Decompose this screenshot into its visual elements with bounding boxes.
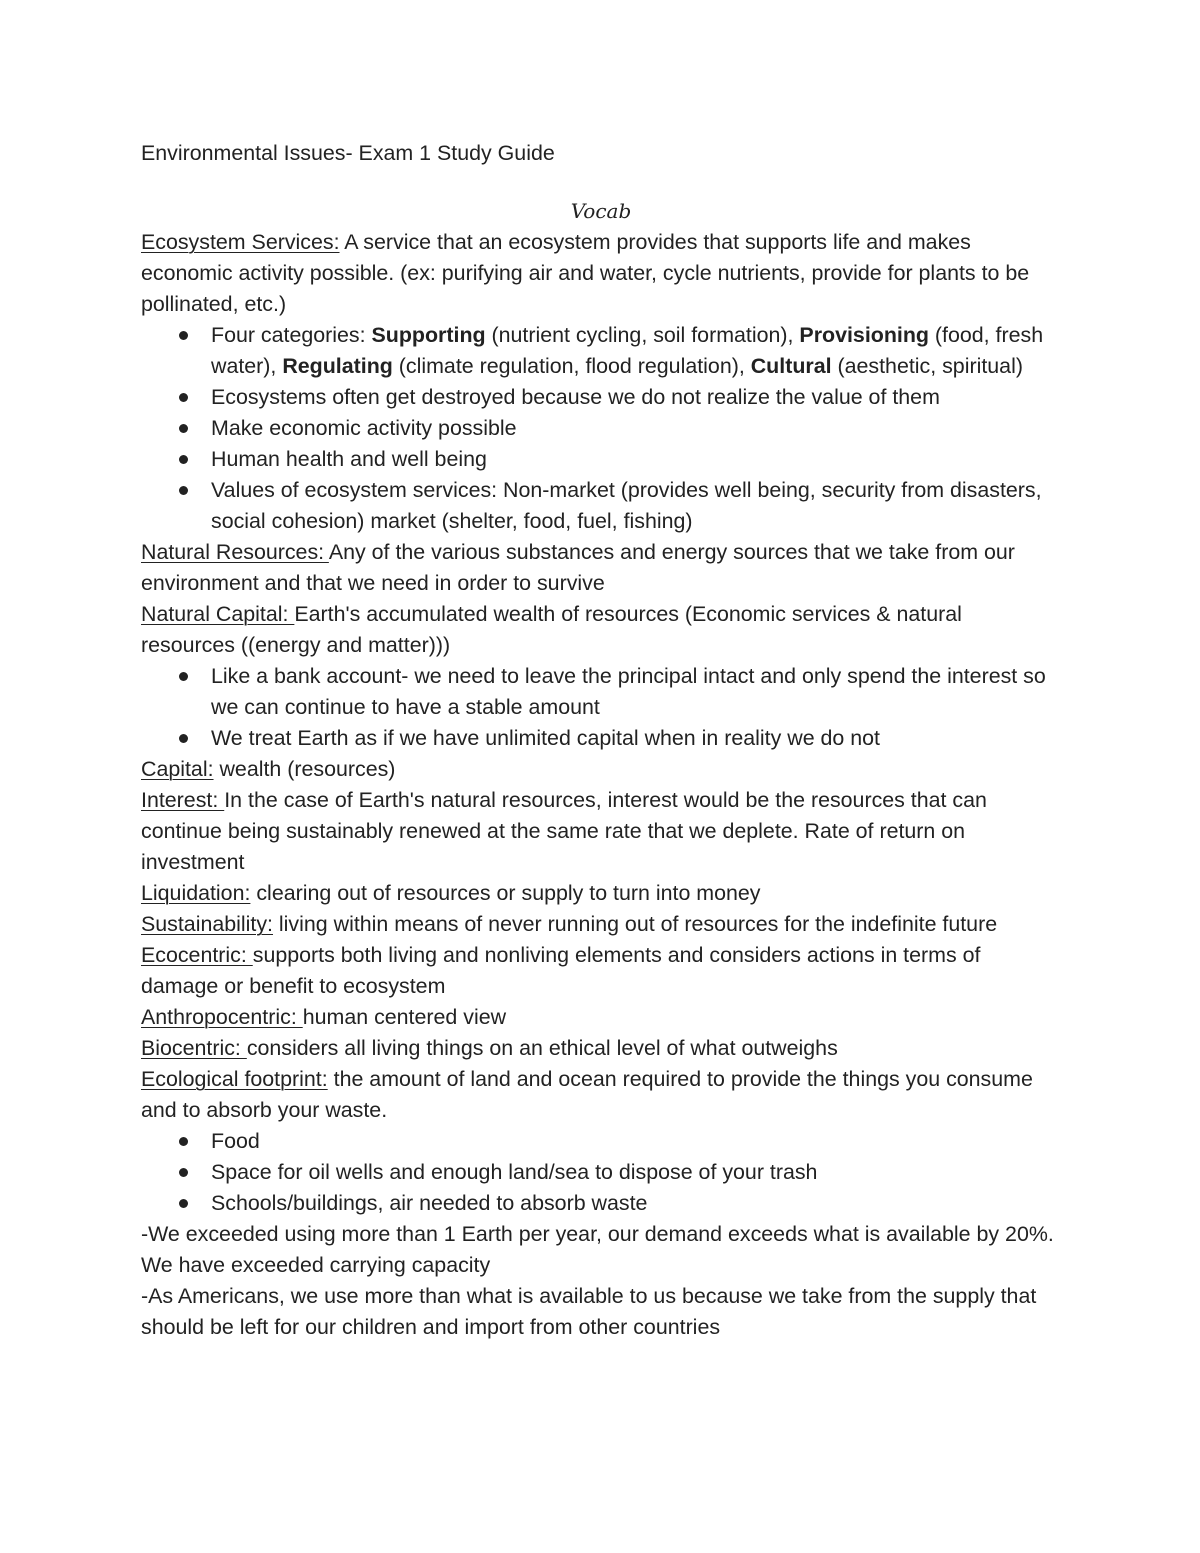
vocab-term: Liquidation: [141, 881, 251, 905]
vocab-definition: considers all living things on an ethical level of what outweighs [246, 1036, 838, 1060]
vocab-entry-ecocentric [141, 940, 1061, 1002]
list-item-text: Food [211, 1129, 260, 1153]
category-name: Cultural [750, 354, 832, 378]
bullet-icon [179, 1137, 188, 1146]
vocab-term: Natural Resources: [141, 540, 329, 564]
bullet-icon [179, 455, 188, 464]
vocab-term: Biocentric: [141, 1036, 247, 1060]
category-name: Regulating [282, 354, 393, 378]
bullet-icon [179, 424, 188, 433]
note-paragraph: -As Americans, we use more than what is available to us because we take from the supply that should be left for our children and import from other countries [141, 1284, 1037, 1339]
vocab-definition: Any of the various substances and energy sources that we take from our environment and that we need in order to survive [141, 540, 1015, 595]
vocab-definition: Earth's accumulated wealth of resources (Economic services & natural resources ((energy and matter))) [141, 602, 962, 657]
category-description: (climate regulation, flood regulation), [392, 354, 751, 378]
natural-capital-bullets [141, 661, 1061, 754]
category-name: Provisioning [799, 323, 929, 347]
list-item [141, 475, 1061, 537]
vocab-definition: wealth (resources) [213, 757, 396, 781]
bullet-icon [179, 486, 188, 495]
vocab-term: Ecological footprint: [141, 1067, 328, 1091]
ecological-footprint-bullets [141, 1126, 1061, 1219]
categories-intro: Four categories: [211, 323, 372, 347]
list-item-text: Human health and well being [211, 447, 487, 471]
ecosystem-services-bullets [141, 320, 1061, 537]
vocab-entry-natural-capital [141, 599, 1061, 661]
list-item-text: Schools/buildings, air needed to absorb waste [211, 1191, 648, 1215]
list-item-text: Values of ecosystem services: Non-market (provides well being, security from disasters, social cohesion) market (shelter, food, fuel, fishing) [211, 478, 1042, 533]
vocab-term: Ecocentric: [141, 943, 253, 967]
vocab-entry-ecosystem-services [141, 227, 1061, 320]
vocab-definition: the amount of land and ocean required to provide the things you consume and to absorb your waste. [141, 1067, 1033, 1122]
vocab-term: Anthropocentric: [141, 1005, 303, 1029]
list-item-text: Like a bank account- we need to leave the principal intact and only spend the interest so we can continue to have a stable amount [211, 664, 1046, 719]
vocab-term: Natural Capital: [141, 602, 295, 626]
vocab-definition: In the case of Earth's natural resources, interest would be the resources that can continue being sustainably renewed at the same rate that we deplete. Rate of return on investment [141, 788, 987, 874]
vocab-definition: A service that an ecosystem provides that supports life and makes economic activity possible. (ex: purifying air and water, cycle nutrients, provide for plants to be pollinated, etc.) [141, 230, 1030, 316]
vocab-entry-biocentric [141, 1033, 1061, 1064]
vocab-entry-ecological-footprint [141, 1064, 1061, 1126]
list-item [141, 723, 1061, 754]
note-paragraph: -We exceeded using more than 1 Earth per year, our demand exceeds what is available by 20%. We have exceeded carrying capacity [141, 1222, 1054, 1277]
bullet-icon [179, 672, 188, 681]
list-item [141, 320, 1061, 382]
vocab-term: Ecosystem Services: [141, 230, 340, 254]
document-title: Environmental Issues- Exam 1 Study Guide [141, 141, 555, 165]
list-item-text: Space for oil wells and enough land/sea to dispose of your trash [211, 1160, 818, 1184]
list-item [141, 1126, 1061, 1157]
list-item [141, 1188, 1061, 1219]
list-item-text: Ecosystems often get destroyed because we do not realize the value of them [211, 385, 940, 409]
bullet-icon [179, 734, 188, 743]
list-item-text: We treat Earth as if we have unlimited capital when in reality we do not [211, 726, 881, 750]
bullet-icon [179, 331, 188, 340]
bullet-icon [179, 1199, 188, 1208]
bullet-icon [179, 1168, 188, 1177]
vocab-term: Sustainability: [141, 912, 273, 936]
category-description: (food, fresh water), [211, 323, 1044, 378]
list-item [141, 444, 1061, 475]
category-description: (nutrient cycling, soil formation), [485, 323, 800, 347]
list-item-text: Make economic activity possible [211, 416, 517, 440]
list-item [141, 382, 1061, 413]
section-heading-vocab: Vocab [570, 199, 632, 223]
vocab-entry-anthropocentric [141, 1002, 1061, 1033]
vocab-term: Interest: [141, 788, 225, 812]
vocab-entry-interest [141, 785, 1061, 878]
vocab-definition: human centered view [302, 1005, 507, 1029]
category-description: (aesthetic, spiritual) [831, 354, 1023, 378]
vocab-entry-sustainability [141, 909, 1061, 940]
category-name: Supporting [371, 323, 486, 347]
list-item [141, 1157, 1061, 1188]
list-item [141, 413, 1061, 444]
bullet-icon [179, 393, 188, 402]
document-page [141, 138, 1061, 1343]
vocab-definition: clearing out of resources or supply to turn into money [250, 881, 761, 905]
list-item [141, 661, 1061, 723]
vocab-entry-capital [141, 754, 1061, 785]
vocab-entry-liquidation [141, 878, 1061, 909]
vocab-term: Capital: [141, 757, 214, 781]
vocab-definition: living within means of never running out of resources for the indefinite future [272, 912, 998, 936]
vocab-entry-natural-resources [141, 537, 1061, 599]
vocab-definition: supports both living and nonliving elements and considers actions in terms of damage or benefit to ecosystem [141, 943, 981, 998]
